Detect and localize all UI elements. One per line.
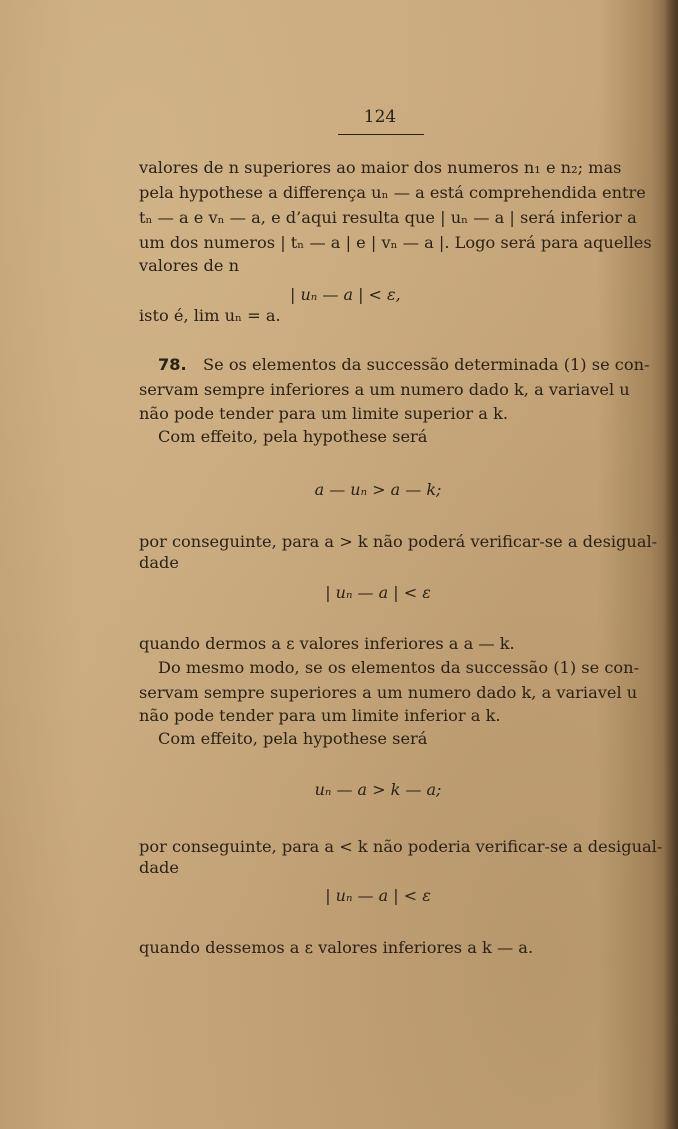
text-line: pela hypothese a differença uₙ — a está comprehendida entre [139, 183, 646, 202]
text-line: servam sempre inferiores a um numero dado k, a variavel u [139, 380, 630, 399]
text-line: quando dermos a ε valores inferiores a a — k. [139, 634, 515, 653]
text-line: isto é, lim uₙ = a. [139, 306, 281, 325]
text-line: valores de n superiores ao maior dos numeros n₁ e n₂; mas [139, 158, 622, 177]
text-line: dade [139, 858, 179, 877]
text-line: tₙ — a e vₙ — a, e d’aqui resulta que | uₙ — a | será inferior a [139, 208, 637, 227]
text-line: por conseguinte, para a < k não poderia verificar-se a desigual- [139, 837, 663, 856]
page-number: 124 [363, 107, 397, 127]
text-line: Com effeito, pela hypothese será [158, 729, 428, 748]
text-line: por conseguinte, para a > k não poderá verificar-se a desigual- [139, 532, 658, 551]
header-rule [338, 134, 424, 135]
formula: uₙ — a > k — a; [314, 780, 442, 799]
text-line: não pode tender para um limite superior a k. [139, 404, 509, 423]
page-edge-shadow [664, 0, 678, 1129]
formula: | uₙ — a | < ε [325, 886, 431, 905]
text-line: Do mesmo modo, se os elementos da successão (1) se con- [158, 658, 640, 677]
text-line: quando dessemos a ε valores inferiores a k — a. [139, 938, 534, 957]
formula: a — uₙ > a — k; [314, 480, 442, 499]
text-line: não pode tender para um limite inferior a k. [139, 706, 501, 725]
text-line: Se os elementos da successão determinada (1) se con- [203, 355, 650, 374]
formula: | uₙ — a | < ε, [290, 285, 401, 304]
text-line: servam sempre superiores a um numero dado k, a variavel u [139, 683, 638, 702]
text-line: um dos numeros | tₙ — a | e | vₙ — a |. Logo será para aquelles [139, 233, 652, 252]
text-line: valores de n [139, 256, 240, 275]
section-number: 78. [158, 355, 187, 374]
formula: | uₙ — a | < ε [325, 583, 431, 602]
text-line: Com effeito, pela hypothese será [158, 427, 428, 446]
text-line: dade [139, 553, 179, 572]
